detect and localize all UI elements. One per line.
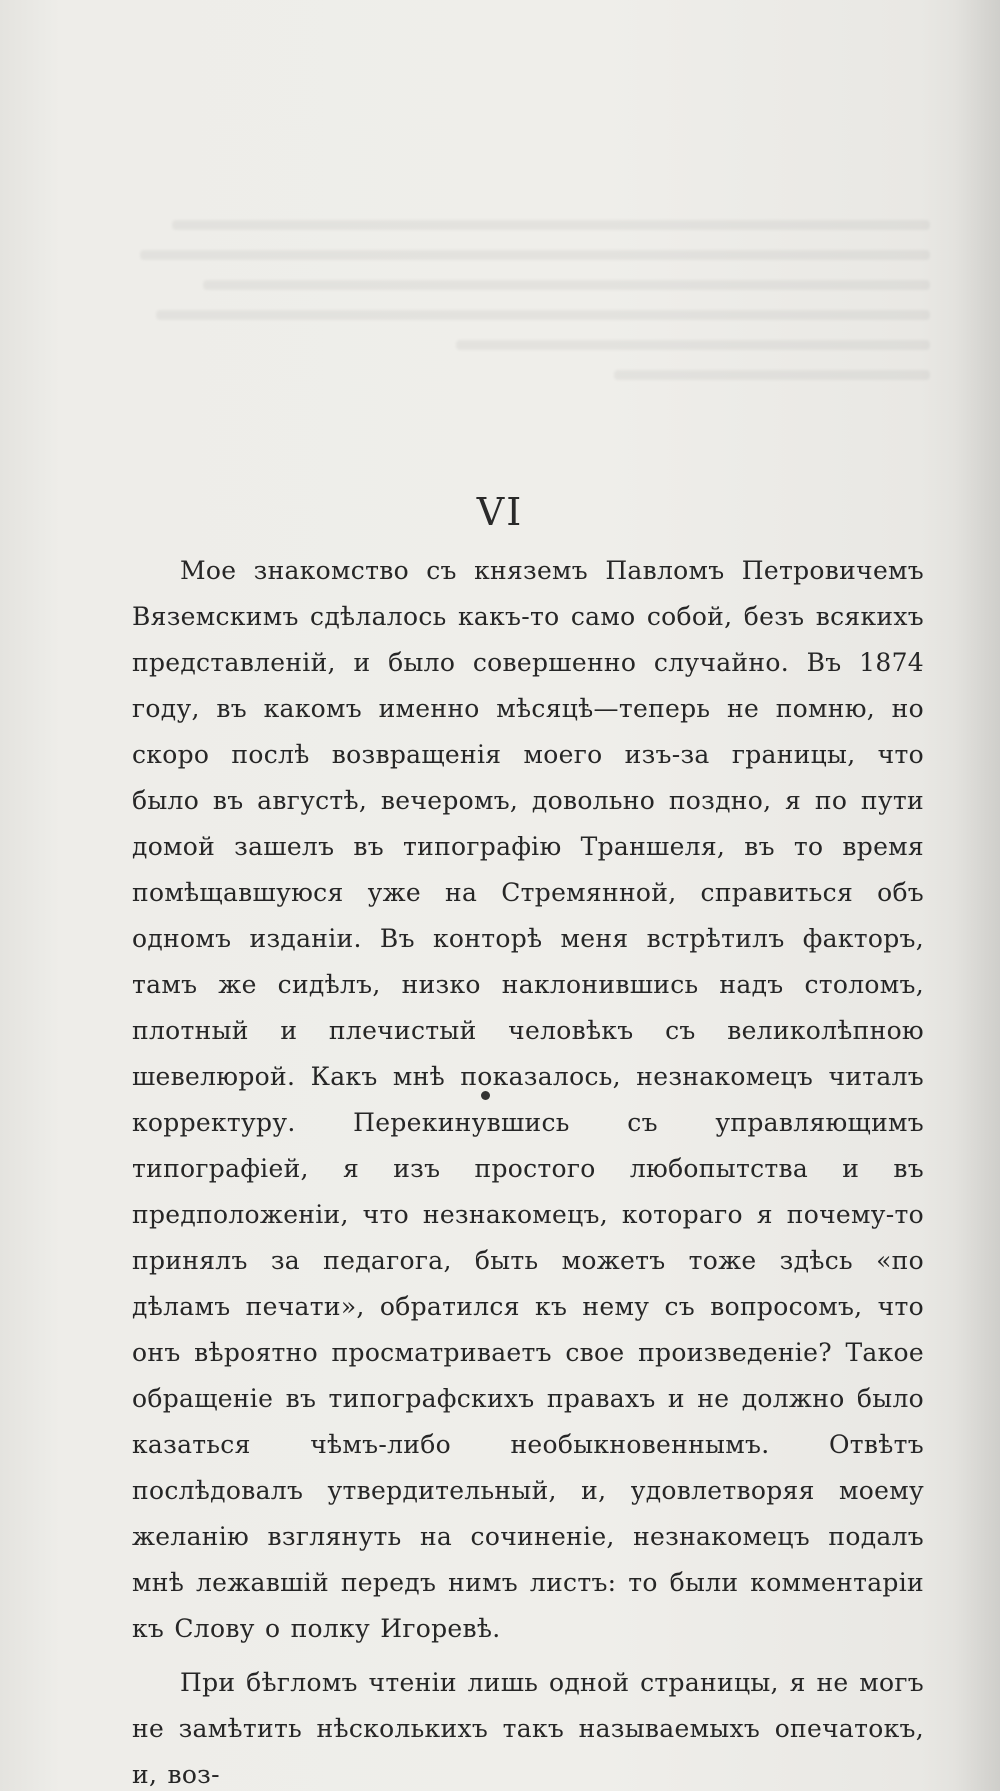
show-through-text xyxy=(140,200,930,500)
paragraph: При бѣгломъ чтеніи лишь одной страницы, я не могъ не замѣтить нѣсколькихъ такъ называемыхъ опечатокъ, и, воз- xyxy=(132,1668,924,1789)
paragraph: Мое знакомство съ княземъ Павломъ Петровичемъ Вяземскимъ сдѣлалось какъ-то само собой, безъ всякихъ представленій, и было совершенно случайно. Въ 1874 году, въ какомъ именно мѣсяцѣ—теперь не помню, но скоро послѣ возвращенія моего изъ-за границы, что было въ августѣ, вечеромъ, довольно поздно, я по пути домой зашелъ въ типографію Траншеля, въ то время помѣщавшуюся уже на Стремянной, справиться объ одномъ изданіи. Въ конторѣ меня встрѣтилъ факторъ, тамъ же сидѣлъ, низко наклонившись надъ столомъ, плотный и плечистый человѣкъ съ великолѣпною шевелюрой. Какъ мнѣ показалось, незнакомецъ читалъ корректуру. Перекинувшись съ управляющимъ типографіей, я изъ простого любопытства и въ предположеніи, что незнакомецъ, котораго я почему-то принялъ за педагога, быть можетъ тоже здѣсь «по дѣламъ печати», обратился къ нему съ вопросомъ, что онъ вѣроятно просматриваетъ свое произведеніе? Такое обращеніе въ типографскихъ правахъ и не должно было казаться чѣмъ-либо необыкновеннымъ. Отвѣтъ послѣдовалъ утвердительный, и, удовлетворяя моему желанію взглянуть на сочиненіе, незнакомецъ подалъ мнѣ лежавшій передъ нимъ листъ: то были комментаріи къ Слову о полку Игоревѣ. xyxy=(132,556,924,1643)
body-text xyxy=(132,548,924,1791)
chapter-heading: VI xyxy=(476,490,524,534)
ink-speck xyxy=(481,1091,490,1100)
page-edge-shadow xyxy=(954,0,1000,1791)
